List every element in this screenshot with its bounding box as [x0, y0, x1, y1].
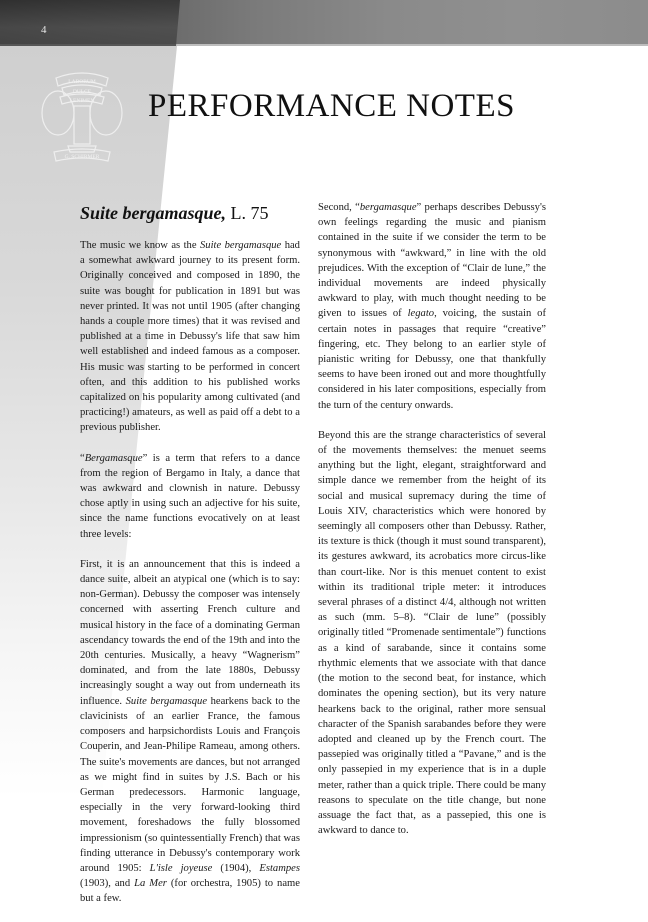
left-column [80, 200, 300, 922]
page-title: PERFORMANCE NOTES [148, 88, 515, 125]
page-number: 4 [41, 24, 47, 36]
paragraph-first-level: First, it is an announcement that this is indeed a dance suite, albeit an atypical one (which is to say: non-German). Debussy the composer was intensely concerned with asserting French culture and musical history in the face of a dominating German ascendancy towards the end of the 19th and into the 20th centuries. Musically, a heavy “Wagnerism” dominated, and from the late 1880s, Debussy increasingly sought a way out from underneath its influence. Suite bergamasque hearkens back to the clavicinists of an earlier France, the famous composers and harpsichordists Louis and François Couperin, and Jean-Philipe Rameau, among others. The suite's movements are dances, but not arranged as we might find in suites by J.S. Bach or his German predecessors. Harmonic language, especially in the very forward-looking third movement, foreshadows the fully blossomed impressionism (so quintessentially French) that was finding utterance in Debussy's contemporary work around 1905: L'isle joyeuse (1904), Estampes (1903), and La Mer (for orchestra, 1905) to name but a few. [80, 558, 301, 905]
paragraph-second-level: Second, “bergamasque” perhaps describes Debussy's own feelings regarding the music and pianism contained in the suite if we consider the term to be synonymous with “awkward,” in line with the old prejudices. With the exception of “Clair de lune,” the individual movements are indeed physically awkward to play, with much thought needing to be given to issues of legato, voicing, the sustain of certain notes in passages that require “creative” fingering, etc. They belong to an earlier style of pianistic writing for Debussy, one that thankfully seems to have been ironed out and more thoughtfully considered in his later compositions, especially from the turn of the century onwards. [318, 202, 547, 411]
right-column [318, 200, 546, 853]
paragraph-movements: Beyond this are the strange characteristics of several of the movements themselves: the menuet seems anything but the light, elegant, straightforward and simple dance we remember from the height of its social and musical supremacy during the time of Louis XIV, characteristics which were honored by seemingly all composers other than Debussy. Rather, its texture is thick (though it must sound transparent), its gestures awkward, its acrobatics more circus-like than court-like. Nor is this menuet content to exist within its traditional triple meter: it introduces several phrases of a distinct 4/4, although not written as such (mm. 5–8). “Clair de lune” (possibly originally titled “Promenade sentimentale”) functions as a kind of sarabande, since it contains some rhythmic elements that we associate with that dance (the motion to the second beat, for instance, which dominates the opening section), but its very nature hearkens back to the original, rather more sensual character of the Spanish sarabandes before they were adopted and cleaned up by the French court. The passepied was originally titled a “Pavane,” and is the only passepied in my experience that is in a duple meter, rather than a quick triple. There could be many reasons to speculate on the title change, but none assuage the fact that, as a passepied, this one is awkward to dance to. [318, 429, 546, 837]
publisher-crest-icon [40, 68, 124, 168]
paragraph-history: The music we know as the Suite bergamasque had a somewhat awkward journey to its present form. Originally conceived and composed in 1890, the suite was bought for publication in 1891 but was never printed. It was not until 1905 (after changing hands a couple more times) that it was revised and published at a time in Debussy's life that saw him well established and indeed famous as a composer. His music was starting to be performed in concert often, and this addition to his published works capitalized on his popularity among cultivated (and practicing!) amateurs, as well as paid off a debt to a previous publisher. [80, 240, 300, 434]
svg-text:LABORUM: LABORUM [68, 79, 96, 85]
header-dark-overlay [0, 0, 180, 46]
section-title-catalog: L. 75 [226, 203, 269, 223]
svg-text:G. SCHIRMER: G. SCHIRMER [64, 154, 100, 160]
section-heading [80, 202, 300, 224]
svg-text:LENIMEN: LENIMEN [69, 98, 95, 104]
paragraph-bergamasque-definition: “Bergamasque” is a term that refers to a dance from the region of Bergamo in Italy, a dance that was awkward and clownish in nature. Debussy chose aptly in using such an adjective for his suite, since the name functions evocatively on at least three levels: [80, 452, 300, 540]
svg-text:DULCE: DULCE [72, 89, 92, 95]
section-title-work: Suite bergamasque, [80, 203, 227, 223]
